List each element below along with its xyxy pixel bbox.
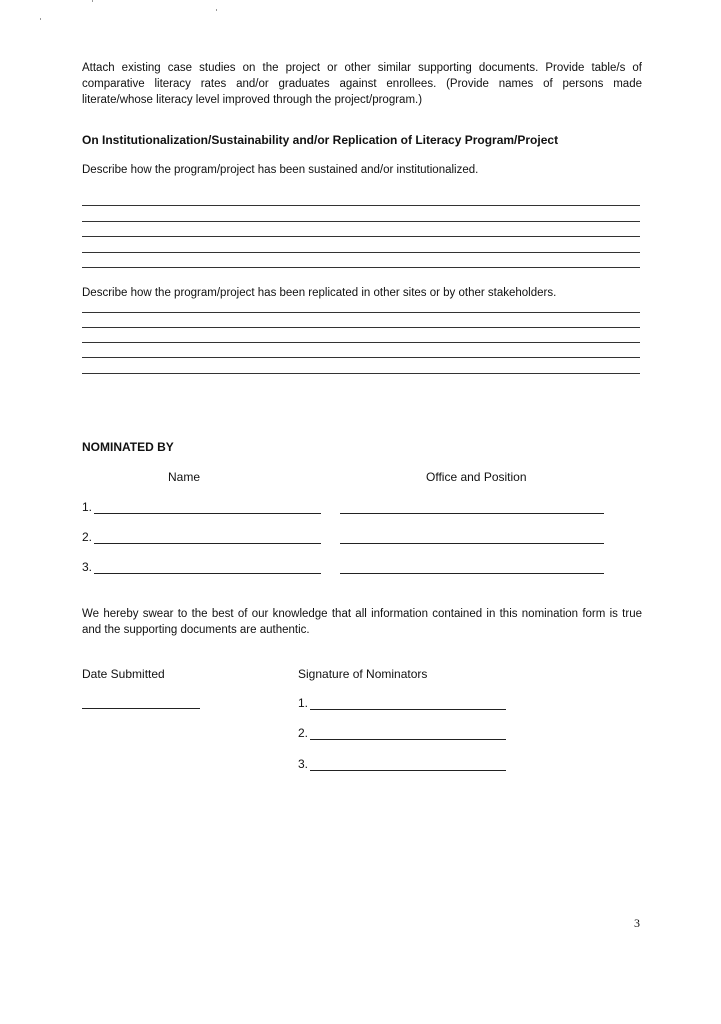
question-replicated: Describe how the program/project has been replicated in other sites or by other stakeholders. xyxy=(82,287,557,299)
date-submitted-field[interactable] xyxy=(82,708,200,709)
nominator-name-field[interactable] xyxy=(94,573,321,574)
signature-field[interactable] xyxy=(310,770,506,771)
answer-line[interactable] xyxy=(82,327,640,328)
oath-paragraph: We hereby swear to the best of our knowledge that all information contained in this nomination form is true and the supporting documents are authentic. xyxy=(82,608,642,636)
nominated-by-heading: NOMINATED BY xyxy=(82,440,174,454)
answer-line[interactable] xyxy=(82,205,640,206)
answer-line[interactable] xyxy=(82,221,640,222)
signature-field[interactable] xyxy=(310,739,506,740)
page-number: 3 xyxy=(634,916,640,930)
scan-speck xyxy=(40,18,41,20)
answer-line[interactable] xyxy=(82,342,640,343)
column-header-office: Office and Position xyxy=(426,470,527,484)
answer-line[interactable] xyxy=(82,312,640,313)
column-header-name: Name xyxy=(168,470,201,484)
section-heading: On Institutionalization/Sustainability and/or Replication of Literacy Program/Project xyxy=(82,133,559,147)
row-number: 1. xyxy=(298,696,309,710)
nominator-office-field[interactable] xyxy=(340,573,604,574)
row-number: 3. xyxy=(298,757,309,771)
answer-line[interactable] xyxy=(82,267,640,268)
intro-paragraph: Attach existing case studies on the project or other similar supporting documents. Provide table/s of comparative literacy rates and/or graduates against enrollees. (Provide names of persons made literate/whose literacy level improved through the project/program.) xyxy=(82,62,642,106)
row-number: 1. xyxy=(82,500,93,514)
row-number: 2. xyxy=(82,530,93,544)
nominator-name-field[interactable] xyxy=(94,513,321,514)
answer-line[interactable] xyxy=(82,236,640,237)
scan-speck xyxy=(92,0,93,2)
answer-line[interactable] xyxy=(82,373,640,374)
nominator-office-field[interactable] xyxy=(340,513,604,514)
signature-field[interactable] xyxy=(310,709,506,710)
answer-line[interactable] xyxy=(82,357,640,358)
question-sustained: Describe how the program/project has been sustained and/or institutionalized. xyxy=(82,164,479,176)
scan-speck xyxy=(216,9,217,11)
row-number: 3. xyxy=(82,560,93,574)
nominator-office-field[interactable] xyxy=(340,543,604,544)
nominator-name-field[interactable] xyxy=(94,543,321,544)
answer-line[interactable] xyxy=(82,252,640,253)
row-number: 2. xyxy=(298,726,309,740)
signature-label: Signature of Nominators xyxy=(298,667,428,681)
date-submitted-label: Date Submitted xyxy=(82,667,165,681)
